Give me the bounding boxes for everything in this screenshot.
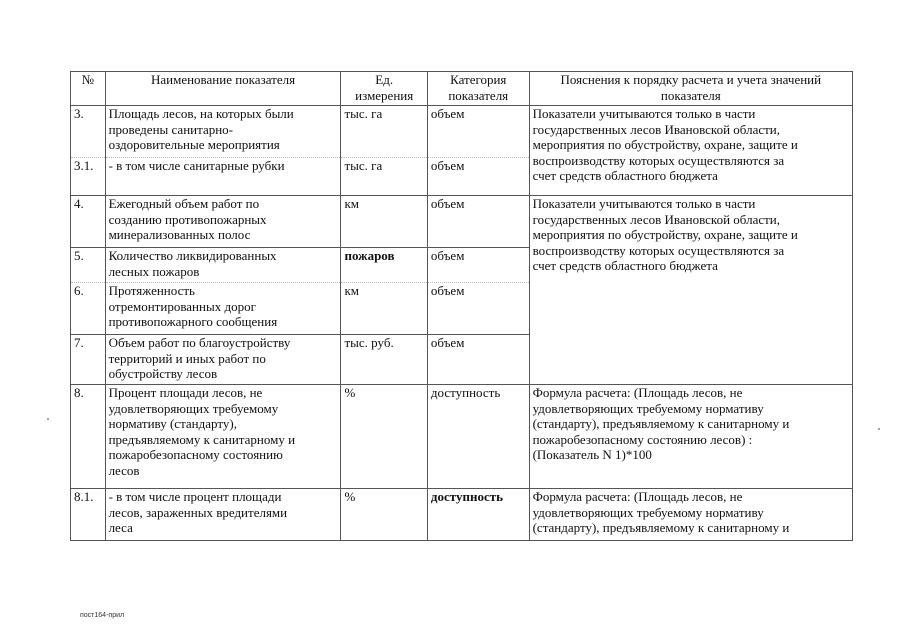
row-name: Количество ликвидированных лесных пожаров (105, 248, 341, 283)
row-unit: км (341, 196, 427, 248)
row-num: 6. (71, 283, 106, 335)
row-name: Ежегодный объем работ по созданию противопожарных минерализованных полос (105, 196, 341, 248)
row-notes-group-a: Показатели учитываются только в части государственных лесов Ивановской области, мероприятия по обустройству, охране, защите и воспроизводству которых осуществляются за счет средств областного бюджета (529, 106, 852, 196)
row-unit: тыс. руб. (341, 335, 427, 385)
row-num: 3.1. (71, 158, 106, 196)
row-unit: пожаров (341, 248, 427, 283)
row-notes-row-8: Формула расчета: (Площадь лесов, не удовлетворяющих требуемому нормативу (стандарту), предъявляемому к санитарному и пожаробезопасному состоянию лесов) : (Показатель N 1)*100 (529, 385, 852, 489)
row-name: Площадь лесов, на которых были проведены санитарно- оздоровительные мероприятия (105, 106, 341, 158)
scan-speck (878, 428, 880, 430)
header-category: Категория показателя (427, 72, 529, 106)
row-unit: тыс. га (341, 158, 427, 196)
header-name: Наименование показателя (105, 72, 341, 106)
footer-label: пост164-прил (80, 612, 125, 619)
row-category: доступность (427, 385, 529, 489)
row-num: 8.1. (71, 489, 106, 541)
row-notes-row-8-1: Формула расчета: (Площадь лесов, не удовлетворяющих требуемому нормативу (стандарту), предъявляемому к санитарному и (529, 489, 852, 541)
row-num: 3. (71, 106, 106, 158)
header-num: № (71, 72, 106, 106)
table-row (71, 489, 853, 541)
row-name: Объем работ по благоустройству территорий и иных работ по обустройству лесов (105, 335, 341, 385)
row-name: Протяженность отремонтированных дорог противопожарного сообщения (105, 283, 341, 335)
header-notes: Пояснения к порядку расчета и учета значений показателя (529, 72, 852, 106)
row-num: 7. (71, 335, 106, 385)
header-unit: Ед. измерения (341, 72, 427, 106)
row-num: 8. (71, 385, 106, 489)
row-notes-group-b: Показатели учитываются только в части государственных лесов Ивановской области, мероприятия по обустройству, охране, защите и воспроизводству которых осуществляются за счет средств областного бюджета (529, 196, 852, 385)
row-name: - в том числе санитарные рубки (105, 158, 341, 196)
table-header-row (71, 72, 853, 106)
row-num: 4. (71, 196, 106, 248)
row-category: объем (427, 196, 529, 248)
row-category: объем (427, 158, 529, 196)
table-row (71, 106, 853, 158)
indicators-table (70, 71, 853, 541)
row-unit: % (341, 385, 427, 489)
row-category: объем (427, 106, 529, 158)
row-category: объем (427, 248, 529, 283)
row-name: - в том числе процент площади лесов, зараженных вредителями леса (105, 489, 341, 541)
scan-speck (47, 418, 49, 420)
table-row (71, 196, 853, 248)
row-unit: км (341, 283, 427, 335)
row-unit: % (341, 489, 427, 541)
row-name: Процент площади лесов, не удовлетворяющих требуемому нормативу (стандарту), предъявляемому к санитарному и пожаробезопасному состоянию лесов (105, 385, 341, 489)
row-unit: тыс. га (341, 106, 427, 158)
table-row (71, 385, 853, 489)
row-category: доступность (427, 489, 529, 541)
row-num: 5. (71, 248, 106, 283)
row-category: объем (427, 335, 529, 385)
row-category: объем (427, 283, 529, 335)
